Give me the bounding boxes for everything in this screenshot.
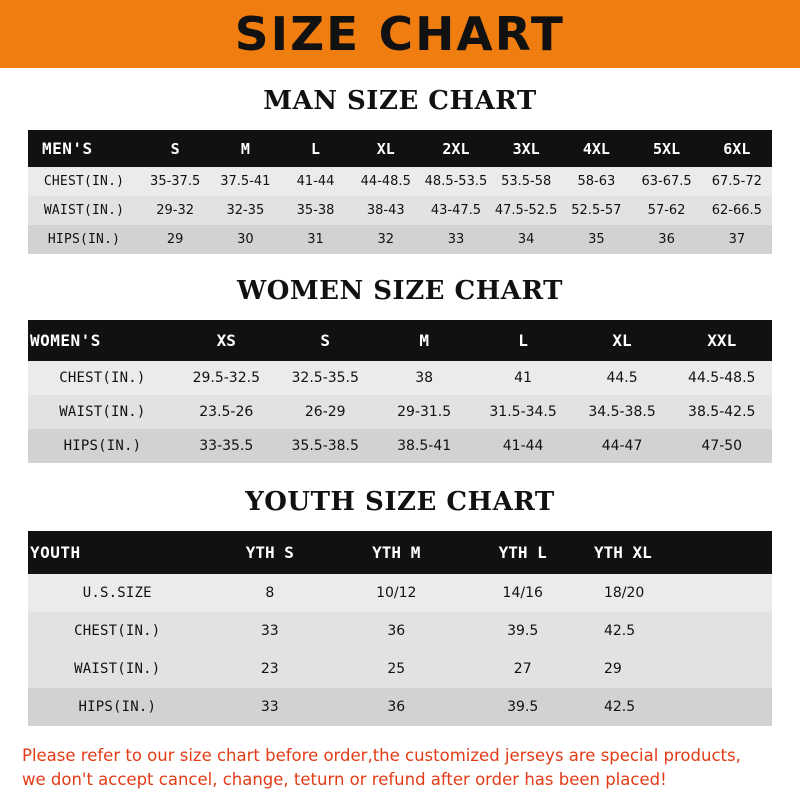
cell: 33 (421, 225, 491, 254)
man-table-wrap (0, 130, 800, 254)
cell: 31 (280, 225, 350, 254)
cell: 41-44 (474, 429, 573, 463)
cell: 38-43 (351, 196, 421, 225)
cell: 35-37.5 (140, 167, 210, 196)
table-row (28, 612, 772, 650)
col-header: YTH S (207, 531, 333, 574)
cell: 33-35.5 (177, 429, 276, 463)
cell: 37 (702, 225, 772, 254)
cell: 33 (207, 688, 333, 726)
cell: 29-31.5 (375, 395, 474, 429)
col-header: S (276, 320, 375, 361)
cell: 52.5-57 (561, 196, 631, 225)
col-header: XXL (672, 320, 773, 361)
cell: 29 (140, 225, 210, 254)
cell: 35-38 (280, 196, 350, 225)
col-header: 5XL (631, 130, 701, 167)
cell: 30 (210, 225, 280, 254)
col-header: YOUTH (28, 531, 207, 574)
table-row (28, 167, 772, 196)
col-header: XS (177, 320, 276, 361)
col-header: 4XL (561, 130, 631, 167)
cell: 36 (333, 612, 459, 650)
row-label: HIPS(IN.) (28, 429, 177, 463)
cell: 33 (207, 612, 333, 650)
page-title: SIZE CHART (234, 7, 566, 61)
cell: 58-63 (561, 167, 631, 196)
cell: 36 (631, 225, 701, 254)
cell: 44.5-48.5 (672, 361, 773, 395)
row-label: CHEST(IN.) (28, 361, 177, 395)
cell: 32-35 (210, 196, 280, 225)
cell: 44.5 (573, 361, 672, 395)
cell: 42.5 (586, 688, 772, 726)
man-size-table (28, 130, 772, 254)
cell: 29.5-32.5 (177, 361, 276, 395)
note-line-1: Please refer to our size chart before order,the customized jerseys are special products, (22, 746, 741, 765)
man-section-title: MAN SIZE CHART (263, 86, 537, 116)
col-header: 2XL (421, 130, 491, 167)
col-header: L (474, 320, 573, 361)
table-header-row (28, 531, 772, 574)
table-row (28, 395, 772, 429)
cell: 34.5-38.5 (573, 395, 672, 429)
cell: 39.5 (459, 688, 585, 726)
cell: 57-62 (631, 196, 701, 225)
disclaimer-note (22, 744, 778, 792)
cell: 23 (207, 650, 333, 688)
row-label: CHEST(IN.) (28, 612, 207, 650)
col-header: L (280, 130, 350, 167)
women-section-title: WOMEN SIZE CHART (237, 276, 563, 306)
cell: 32.5-35.5 (276, 361, 375, 395)
cell: 41 (474, 361, 573, 395)
col-header: M (210, 130, 280, 167)
cell: 62-66.5 (702, 196, 772, 225)
col-header: 6XL (702, 130, 772, 167)
cell: 32 (351, 225, 421, 254)
col-header: 3XL (491, 130, 561, 167)
col-header: YTH L (459, 531, 585, 574)
table-row (28, 429, 772, 463)
cell: 29-32 (140, 196, 210, 225)
cell: 67.5-72 (702, 167, 772, 196)
cell: 47.5-52.5 (491, 196, 561, 225)
table-row (28, 650, 772, 688)
row-label: WAIST(IN.) (28, 650, 207, 688)
col-header: S (140, 130, 210, 167)
row-label: HIPS(IN.) (28, 225, 140, 254)
row-label: CHEST(IN.) (28, 167, 140, 196)
row-label: U.S.SIZE (28, 574, 207, 612)
cell: 41-44 (280, 167, 350, 196)
col-header: XL (351, 130, 421, 167)
cell: 35 (561, 225, 631, 254)
cell: 38.5-42.5 (672, 395, 773, 429)
table-header-row (28, 130, 772, 167)
col-header: WOMEN'S (28, 320, 177, 361)
youth-section-title: YOUTH SIZE CHART (245, 487, 555, 517)
cell: 18/20 (586, 574, 772, 612)
youth-table-wrap (0, 531, 800, 726)
cell: 36 (333, 688, 459, 726)
cell: 31.5-34.5 (474, 395, 573, 429)
note-line-2: we don't accept cancel, change, teturn or refund after order has been placed! (22, 769, 667, 789)
cell: 43-47.5 (421, 196, 491, 225)
cell: 34 (491, 225, 561, 254)
cell: 25 (333, 650, 459, 688)
cell: 14/16 (459, 574, 585, 612)
cell: 38 (375, 361, 474, 395)
col-header: YTH M (333, 531, 459, 574)
table-row (28, 688, 772, 726)
cell: 23.5-26 (177, 395, 276, 429)
cell: 42.5 (586, 612, 772, 650)
row-label: WAIST(IN.) (28, 395, 177, 429)
cell: 35.5-38.5 (276, 429, 375, 463)
cell: 47-50 (672, 429, 773, 463)
col-header: XL (573, 320, 672, 361)
row-label: HIPS(IN.) (28, 688, 207, 726)
youth-size-table (28, 531, 772, 726)
cell: 37.5-41 (210, 167, 280, 196)
cell: 39.5 (459, 612, 585, 650)
cell: 29 (586, 650, 772, 688)
cell: 10/12 (333, 574, 459, 612)
table-row (28, 196, 772, 225)
row-label: WAIST(IN.) (28, 196, 140, 225)
cell: 27 (459, 650, 585, 688)
cell: 63-67.5 (631, 167, 701, 196)
cell: 44-48.5 (351, 167, 421, 196)
women-size-table (28, 320, 772, 463)
cell: 53.5-58 (491, 167, 561, 196)
cell: 48.5-53.5 (421, 167, 491, 196)
cell: 26-29 (276, 395, 375, 429)
cell: 38.5-41 (375, 429, 474, 463)
cell: 8 (207, 574, 333, 612)
col-header: M (375, 320, 474, 361)
table-row (28, 225, 772, 254)
table-header-row (28, 320, 772, 361)
col-header: YTH XL (586, 531, 772, 574)
table-row (28, 574, 772, 612)
col-header: MEN'S (28, 130, 140, 167)
cell: 44-47 (573, 429, 672, 463)
table-row (28, 361, 772, 395)
header-banner (0, 0, 800, 68)
women-table-wrap (0, 320, 800, 463)
